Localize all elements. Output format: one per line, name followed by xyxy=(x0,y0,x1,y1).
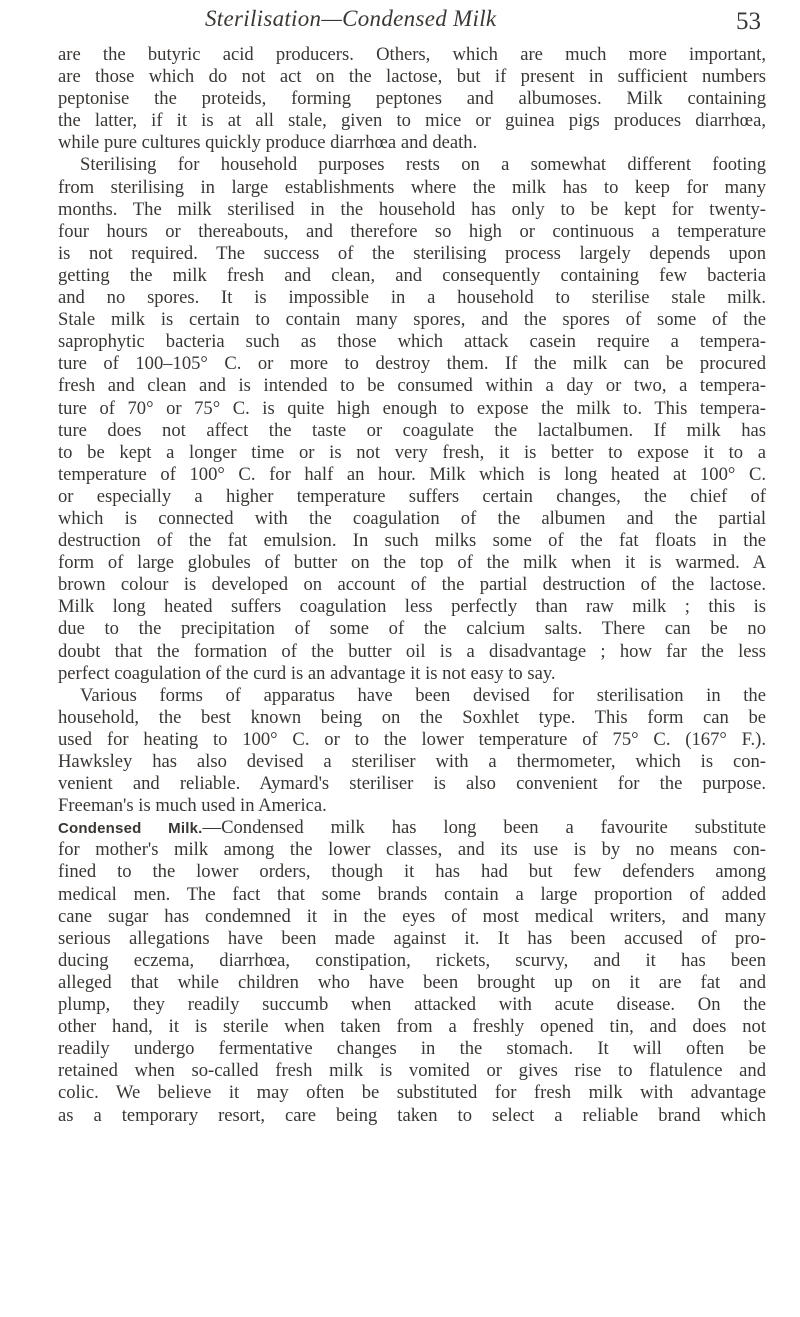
text-line-continuation: —Condensed milk has long been a favourite substitute xyxy=(202,817,766,839)
paragraph-apparatus xyxy=(58,685,766,818)
text-line: cane sugar has condemned it in the eyes of most medical writers, and many xyxy=(58,905,766,927)
text-line: ture of 70° or 75° C. is quite high enough to expose the milk to. This tempera- xyxy=(58,397,766,419)
body-text xyxy=(58,44,766,1127)
text-line: which is connected with the coagulation of the albumen and the partial xyxy=(58,507,766,529)
text-line: readily undergo fermentative changes in the stomach. It will often be xyxy=(58,1038,766,1060)
text-line: to be kept a longer time or is not very fresh, it is better to expose it to a xyxy=(58,441,766,463)
text-line: peptonise the proteids, forming peptones and albumoses. Milk containing xyxy=(58,88,766,110)
paragraph-bacteria xyxy=(58,44,766,154)
text-line: venient and reliable. Aymard's steriliser is also convenient for the purpose. xyxy=(58,773,766,795)
text-line: and no spores. It is impossible in a household to sterilise stale milk. xyxy=(58,287,766,309)
text-line: retained when so-called fresh milk is vomited or gives rise to flatulence and xyxy=(58,1060,766,1082)
text-line: or especially a higher temperature suffers certain changes, the chief of xyxy=(58,485,766,507)
text-line: due to the precipitation of some of the calcium salts. There can be no xyxy=(58,618,766,640)
text-line: serious allegations have been made against it. It has been accused of pro- xyxy=(58,927,766,949)
running-title: Sterilisation—Condensed Milk xyxy=(205,6,497,31)
section-heading-condensed-milk: Condensed Milk. xyxy=(58,820,203,838)
text-line xyxy=(58,817,766,839)
text-line: from sterilising in large establishments where the milk has to keep for many xyxy=(58,176,766,198)
paragraph-condensed-milk xyxy=(58,817,766,1126)
text-line: used for heating to 100° C. or to the lower temperature of 75° C. (167° F.). xyxy=(58,728,766,750)
text-line: temperature of 100° C. for half an hour. Milk which is long heated at 100° C. xyxy=(58,463,766,485)
text-line: four hours or thereabouts, and therefore so high or continuous a temperature xyxy=(58,220,766,242)
text-line: household, the best known being on the Soxhlet type. This form can be xyxy=(58,706,766,728)
text-line: form of large globules of butter on the top of the milk when it is warmed. A xyxy=(58,552,766,574)
text-line: getting the milk fresh and clean, and consequently containing few bacteria xyxy=(58,264,766,286)
text-line: medical men. The fact that some brands contain a large proportion of added xyxy=(58,883,766,905)
text-line: while pure cultures quickly produce diarrhœa and death. xyxy=(58,132,478,154)
running-head xyxy=(0,6,800,46)
text-line: Sterilising for household purposes rests on a somewhat different footing xyxy=(80,154,766,176)
text-line: are the butyric acid producers. Others, which are much more important, xyxy=(58,44,766,65)
text-line: plump, they readily succumb when attacked with acute disease. On the xyxy=(58,994,766,1016)
text-line: as a temporary resort, care being taken to select a reliable brand which xyxy=(58,1104,766,1126)
paragraph-household-sterilising xyxy=(58,154,766,684)
text-line: Hawksley has also devised a steriliser with a thermometer, which is con- xyxy=(58,751,766,772)
text-line: Milk long heated suffers coagulation less perfectly than raw milk ; this is xyxy=(58,596,766,618)
text-line: ture does not affect the taste or coagulate the lactalbumen. If milk has xyxy=(58,419,766,441)
text-line: ture of 100–105° C. or more to destroy them. If the milk can be procured xyxy=(58,353,766,375)
text-line: the latter, if it is at all stale, given to mice or guinea pigs produces diarrhœa, xyxy=(58,110,766,132)
text-line: brown colour is developed on account of the partial destruction of the lactose. xyxy=(58,574,766,596)
text-line: colic. We believe it may often be substituted for fresh milk with advantage xyxy=(58,1082,766,1104)
text-line: fined to the lower orders, though it has had but few defenders among xyxy=(58,861,766,883)
text-line: is not required. The success of the sterilising process largely depends upon xyxy=(58,242,766,264)
text-line: destruction of the fat emulsion. In such milks some of the fat floats in the xyxy=(58,530,766,552)
text-line: doubt that the formation of the butter oil is a disadvantage ; how far the less xyxy=(58,640,766,662)
text-line: alleged that while children who have been brought up on it are fat and xyxy=(58,971,766,993)
text-line: ducing eczema, diarrhœa, constipation, rickets, scurvy, and it has been xyxy=(58,949,766,971)
text-line: for mother's milk among the lower classes, and its use is by no means con- xyxy=(58,839,766,861)
text-line: Freeman's is much used in America. xyxy=(58,795,327,817)
text-line: saprophytic bacteria such as those which attack casein require a tempera- xyxy=(58,331,766,353)
text-line: Stale milk is certain to contain many spores, and the spores of some of the xyxy=(58,309,766,331)
text-line: fresh and clean and is intended to be consumed within a day or two, a tempera- xyxy=(58,375,766,397)
text-line: other hand, it is sterile when taken from a freshly opened tin, and does not xyxy=(58,1016,766,1038)
text-line: months. The milk sterilised in the household has only to be kept for twenty- xyxy=(58,198,766,220)
page-number: 53 xyxy=(736,8,761,35)
text-line: are those which do not act on the lactose, but if present in sufficient numbers xyxy=(58,66,766,88)
text-line: perfect coagulation of the curd is an advantage it is not easy to say. xyxy=(58,662,556,684)
text-line: Various forms of apparatus have been devised for sterilisation in the xyxy=(80,684,766,706)
